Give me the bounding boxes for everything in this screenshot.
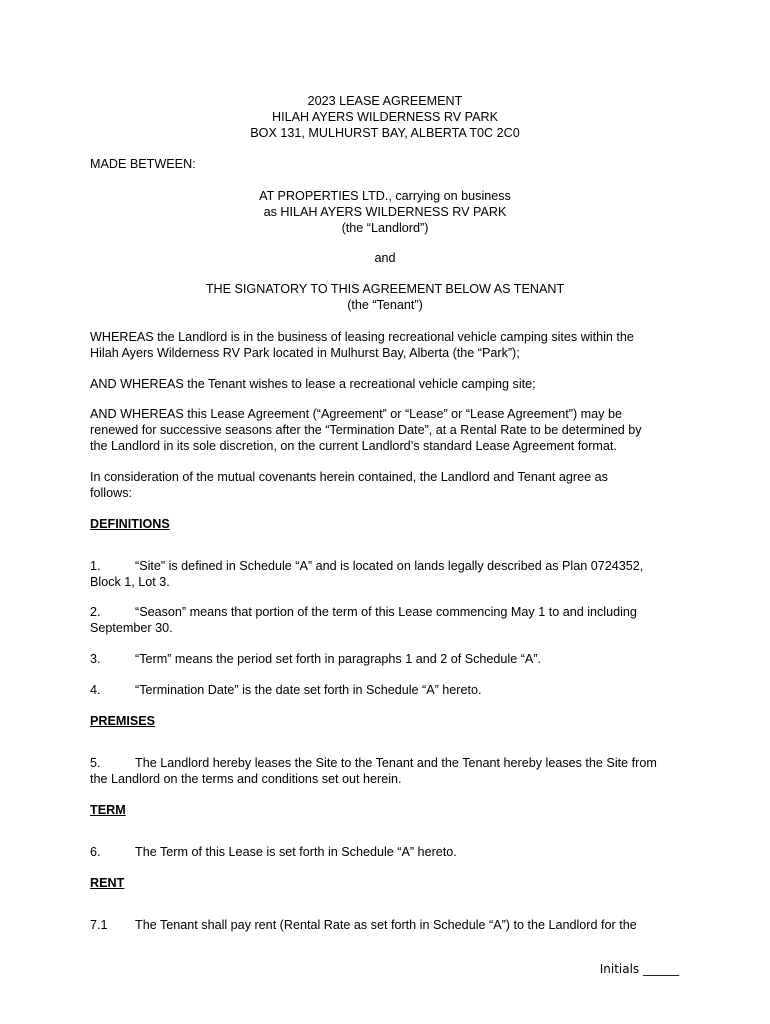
whereas-3-line-1: AND WHEREAS this Lease Agreement (“Agreement” or “Lease” or “Lease Agreement”) may be [90,407,622,421]
whereas-2: AND WHEREAS the Tenant wishes to lease a recreational vehicle camping site; [90,377,536,391]
address-line: BOX 131, MULHURST BAY, ALBERTA T0C 2C0 [250,126,520,140]
clause-text: The Term of this Lease is set forth in Schedule “A” hereto. [135,845,457,859]
section-heading-premises: PREMISES [90,714,156,728]
landlord-line-1: AT PROPERTIES LTD., carrying on business [259,189,511,203]
title-line: 2023 LEASE AGREEMENT [307,94,463,108]
clause-3 [90,651,682,667]
clause-5-line-1 [90,755,682,771]
clause-text: “Site” is defined in Schedule “A” and is located on lands legally described as Plan 0724352, [135,559,644,573]
clause-text: “Termination Date” is the date set forth in Schedule “A” hereto. [135,683,482,697]
park-name-line: HILAH AYERS WILDERNESS RV PARK [271,110,499,124]
whereas-3-line-3: the Landlord in its sole discretion, on the current Landlord’s standard Lease Agreement format. [90,439,617,453]
initials-field: Initials ______ [599,962,679,976]
clause-number: 3. [90,652,101,666]
whereas-1-line-1: WHEREAS the Landlord is in the business of leasing recreational vehicle camping sites within the [90,330,634,344]
clause-1-line-1 [90,558,682,574]
clause-4 [90,682,682,698]
clause-text: The Landlord hereby leases the Site to the Tenant and the Tenant hereby leases the Site from [135,756,657,770]
tenant-line-1: THE SIGNATORY TO THIS AGREEMENT BELOW AS TENANT [205,282,565,296]
clause-6 [90,844,682,860]
clause-number: 5. [90,756,101,770]
landlord-line-2: as HILAH AYERS WILDERNESS RV PARK [263,205,507,219]
clause-number: 7.1 [90,918,108,932]
clause-7-1 [90,917,682,933]
clause-2-line-1 [90,604,682,620]
landlord-line-3: (the “Landlord”) [341,221,429,235]
tenant-line-2: (the “Tenant”) [347,298,423,312]
section-heading-rent: RENT [90,876,125,890]
clause-1-line-2: Block 1, Lot 3. [90,575,170,589]
whereas-1-line-2: Hilah Ayers Wilderness RV Park located in Mulhurst Bay, Alberta (the “Park”); [90,346,520,360]
clause-number: 1. [90,559,101,573]
clause-5-line-2: the Landlord on the terms and conditions set out herein. [90,772,402,786]
whereas-3-line-2: renewed for successive seasons after the “Termination Date”, at a Rental Rate to be determined by [90,423,642,437]
made-between: MADE BETWEEN: [90,157,196,171]
clause-number: 2. [90,605,101,619]
section-heading-term: TERM [90,803,126,817]
consideration-line-2: follows: [90,486,132,500]
and-text: and [374,251,396,265]
clause-text: “Season” means that portion of the term of this Lease commencing May 1 to and including [135,605,637,619]
clause-text: The Tenant shall pay rent (Rental Rate as set forth in Schedule “A”) to the Landlord for the [135,918,637,932]
clause-number: 6. [90,845,101,859]
section-heading-definitions: DEFINITIONS [90,517,170,531]
clause-text: “Term” means the period set forth in paragraphs 1 and 2 of Schedule “A”. [135,652,542,666]
consideration-line-1: In consideration of the mutual covenants herein contained, the Landlord and Tenant agree as [90,470,608,484]
clause-number: 4. [90,683,101,697]
clause-2-line-2: September 30. [90,621,173,635]
